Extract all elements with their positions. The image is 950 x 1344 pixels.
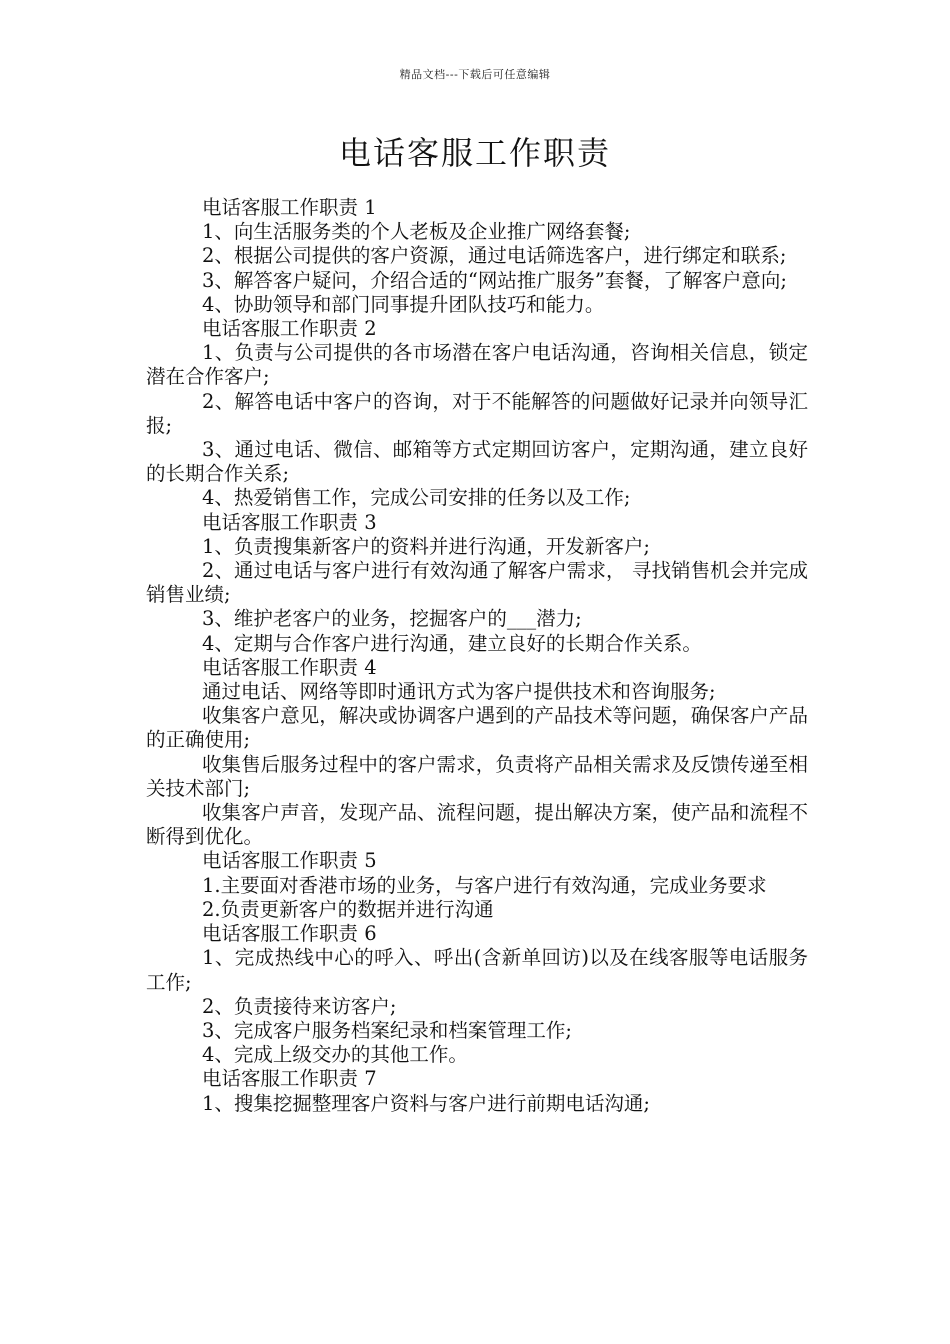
paragraph: 电话客服工作职责 5 [202,849,377,873]
paragraph: 电话客服工作职责 2 [202,317,377,341]
header-note: 精品文档---下载后可任意编辑 [399,68,551,81]
paragraph: 电话客服工作职责 4 [202,655,377,679]
paragraph: 电话客服工作职责 6 [202,922,377,946]
paragraph: 通过电话、网络等即时通讯方式为客户提供技术和咨询服务; [202,680,716,704]
paragraph: 1、负责搜集新客户的资料并进行沟通，开发新客户; [202,534,650,558]
paragraph: 2、通过电话与客户进行有效沟通了解客户需求， 寻找销售机会并完成销售业绩; [146,559,808,607]
paragraph: 1.主要面对香港市场的业务，与客户进行有效沟通，完成业务要求 [202,873,767,897]
paragraph: 3、完成客户服务档案纪录和档案管理工作; [202,1018,572,1042]
paragraph: 收集售后服务过程中的客户需求，负责将产品相关需求及反馈传递至相关技术部门; [146,752,808,800]
paragraph: 电话客服工作职责 1 [202,196,377,219]
paragraph: 2、根据公司提供的客户资源，通过电话筛选客户，进行绑定和联系; [202,244,787,268]
paragraph: 4、定期与合作客户进行沟通，建立良好的长期合作关系。 [202,631,702,655]
paragraph: 3、维护老客户的业务，挖掘客户的___潜力; [202,607,582,631]
paragraph: 1、完成热线中心的呼入、呼出(含新单回访)以及在线客服等电话服务工作; [146,946,808,994]
document-title: 电话客服工作职责 [338,134,611,172]
paragraph: 1、负责与公司提供的各市场潜在客户电话沟通，咨询相关信息，锁定潜在合作客户; [146,341,808,389]
paragraph: 电话客服工作职责 3 [202,510,377,534]
paragraph: 收集客户意见，解决或协调客户遇到的产品技术等问题，确保客户产品的正确使用; [146,704,808,752]
paragraph: 2.负责更新客户的数据并进行沟通 [202,897,494,921]
paragraph: 1、向生活服务类的个人老板及企业推广网络套餐; [202,220,631,244]
paragraph: 1、搜集挖掘整理客户资料与客户进行前期电话沟通; [202,1091,650,1115]
paragraph: 4、协助领导和部门同事提升团队技巧和能力。 [202,292,605,316]
paragraph: 4、热爱销售工作，完成公司安排的任务以及工作; [202,486,631,510]
paragraph: 4、完成上级交办的其他工作。 [202,1043,468,1067]
paragraph: 收集客户声音，发现产品、流程问题，提出解决方案，使产品和流程不断得到优化。 [146,801,808,849]
paragraph: 3、解答客户疑问，介绍合适的“网站推广服务”套餐，了解客户意向; [202,268,787,292]
paragraph: 2、负责接待来访客户; [202,994,397,1018]
document-body [146,196,808,1116]
paragraph: 电话客服工作职责 7 [202,1067,377,1091]
paragraph: 2、解答电话中客户的咨询，对于不能解答的问题做好记录并向领导汇报; [146,389,808,437]
paragraph: 3、通过电话、微信、邮箱等方式定期回访客户，定期沟通，建立良好的长期合作关系; [146,438,808,486]
